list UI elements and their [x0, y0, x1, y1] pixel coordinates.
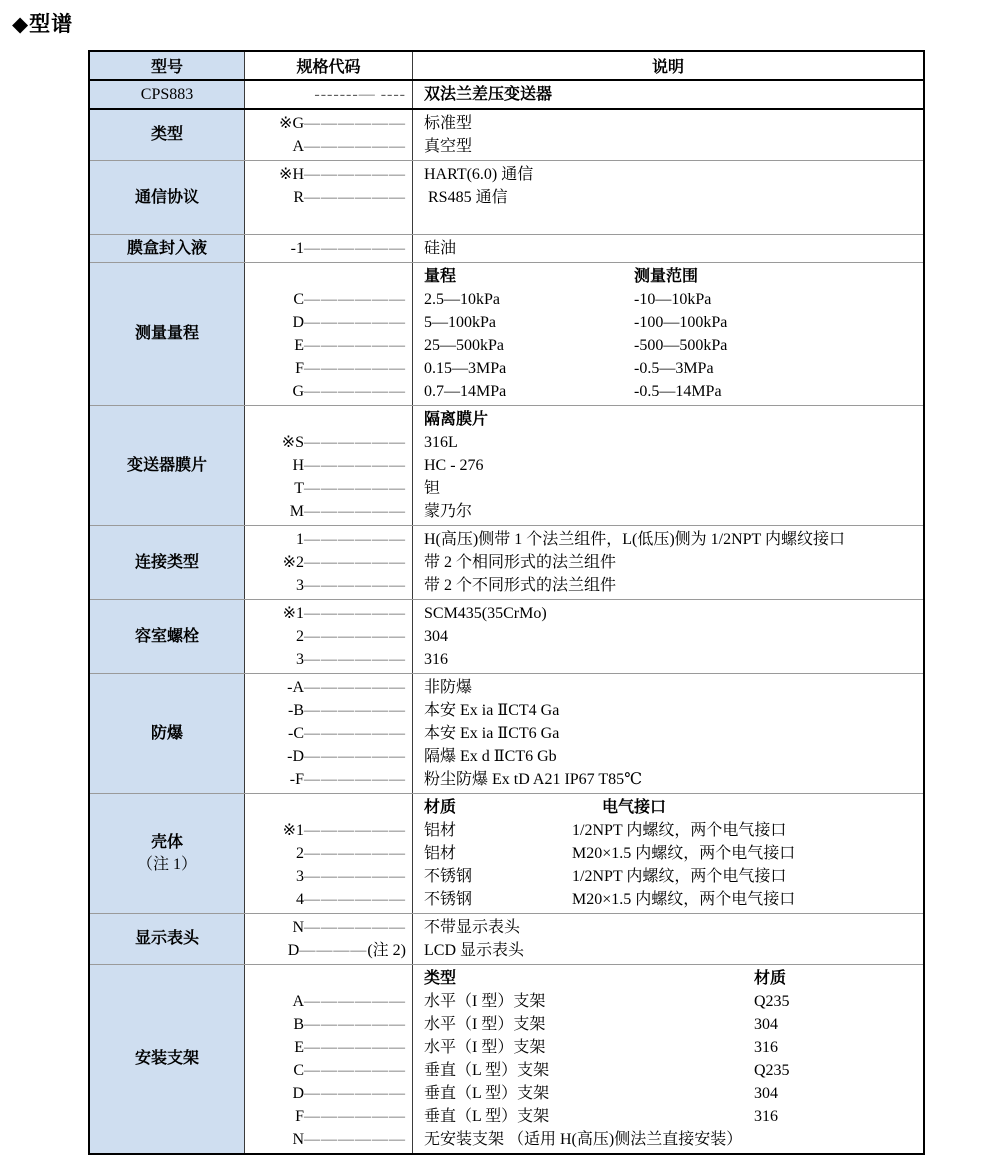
spec-code-cell — [245, 406, 413, 525]
row-label-text: （注 1） — [136, 855, 197, 873]
code-letter: ※1 — [282, 605, 304, 622]
spec-code-cell — [245, 110, 413, 160]
description-line — [424, 722, 919, 745]
description-line — [424, 842, 919, 865]
spec-code-cell — [245, 526, 413, 599]
description-subcolumn-text: 1/2NPT 内螺纹，两个电气接口 — [572, 868, 787, 885]
code-letter: ※H — [279, 166, 304, 183]
description-text: 2.5—10kPa — [424, 291, 500, 308]
spec-code-line — [245, 265, 406, 288]
code-dashes: —————— — [304, 1062, 406, 1079]
spec-code-cell — [245, 81, 413, 108]
spec-code-line — [245, 1013, 406, 1036]
spec-code-line — [245, 574, 406, 597]
description-line — [424, 357, 919, 380]
description-text: 双法兰差压变送器 — [424, 86, 553, 103]
description-text: 钽 — [424, 480, 441, 497]
description-text: H(高压)侧带 1 个法兰组件，L(低压)侧为 1/2NPT 内螺纹接口 — [424, 531, 846, 548]
description-line — [424, 1036, 919, 1059]
spec-code-line — [245, 768, 406, 791]
description-text: 不锈钢 — [424, 891, 473, 908]
spec-code-cell — [245, 674, 413, 793]
spec-code-line — [245, 209, 406, 232]
spec-code-cell — [245, 161, 413, 234]
spec-code-line — [245, 648, 406, 671]
description-text: 0.7—14MPa — [424, 383, 507, 400]
spec-code-cell — [245, 794, 413, 913]
description-text: 水平（I 型）支架 — [424, 1039, 546, 1056]
description-subcolumn-text: -0.5—3MPa — [634, 360, 714, 377]
description-text: 本安 Ex ia ⅡCT6 Ga — [424, 725, 560, 742]
code-letter: D — [287, 942, 300, 959]
row-label-text: CPS883 — [140, 85, 194, 103]
row-label-chamber-bolt — [90, 600, 245, 673]
description-subcolumn-text: 1/2NPT 内螺纹，两个电气接口 — [572, 822, 787, 839]
code-letter: -C — [288, 725, 304, 742]
code-dashes: —————— — [304, 868, 406, 885]
col-header-description: 说明 — [651, 59, 684, 76]
description-line — [424, 745, 919, 768]
code-dashes: —————— — [304, 360, 406, 377]
description-text: 材质 — [424, 799, 457, 816]
section-housing — [90, 793, 923, 913]
description-subcolumn-text: -10—10kPa — [634, 291, 712, 308]
code-letter: 1 — [296, 531, 304, 548]
spec-code-line — [245, 551, 406, 574]
row-label-mounting-bracket — [90, 965, 245, 1153]
table-body — [90, 81, 923, 1153]
description-subcolumn-text: 304 — [754, 1016, 778, 1033]
description-line — [424, 288, 919, 311]
row-label-text: 膜盒封入液 — [126, 239, 207, 257]
description-line — [424, 888, 919, 911]
code-dashes: —————— — [304, 1085, 406, 1102]
description-text: 垂直（L 型）支架 — [424, 1108, 550, 1125]
code-dashes: —————— — [304, 554, 406, 571]
spec-code-line — [245, 722, 406, 745]
description-subcolumn-text: Q235 — [754, 1062, 790, 1079]
spec-code-cell — [245, 600, 413, 673]
code-dashes: —————— — [304, 725, 406, 742]
spec-code-line — [245, 1105, 406, 1128]
spec-code-line — [245, 1082, 406, 1105]
description-text: 类型 — [424, 970, 457, 987]
description-text: 粉尘防爆 Ex tD A21 IP67 T85℃ — [424, 771, 643, 788]
spec-code-line — [245, 1128, 406, 1151]
code-letter: -D — [287, 748, 304, 765]
description-subcolumn-text: Q235 — [754, 993, 790, 1010]
description-line — [424, 1059, 919, 1082]
code-dashes: —————— — [304, 748, 406, 765]
description-text: 量程 — [424, 268, 457, 285]
spec-code-line — [245, 865, 406, 888]
spec-code-line — [245, 888, 406, 911]
spec-code-cell — [245, 965, 413, 1153]
description-line — [424, 819, 919, 842]
code-dashes: —————— — [304, 138, 406, 155]
code-dashes: —————— — [304, 457, 406, 474]
description-line — [424, 500, 919, 523]
table-header-row — [90, 52, 923, 81]
spec-code-line — [245, 288, 406, 311]
description-text: 本安 Ex ia ⅡCT4 Ga — [424, 702, 560, 719]
description-subcolumn-text: 测量范围 — [634, 268, 699, 285]
section-communication-protocol — [90, 160, 923, 234]
section-type — [90, 110, 923, 160]
description-text: LCD 显示表头 — [424, 942, 525, 959]
description-cell — [413, 235, 923, 262]
description-line — [424, 1105, 919, 1128]
code-dashes: —————— — [304, 240, 406, 257]
description-text: 标准型 — [424, 115, 473, 132]
row-label-text: 变送器膜片 — [126, 456, 207, 474]
code-letter: 2 — [296, 628, 304, 645]
code-dashes: —————— — [304, 822, 406, 839]
row-label-capsule-fill-fluid — [90, 235, 245, 262]
code-letter: F — [295, 360, 304, 377]
code-dashes: —————— — [304, 577, 406, 594]
row-label-explosion-proof — [90, 674, 245, 793]
section-capsule-fill-fluid — [90, 234, 923, 262]
spec-code-line — [245, 334, 406, 357]
description-line — [424, 676, 919, 699]
description-text: HART(6.0) 通信 — [424, 166, 534, 183]
code-letter: 2 — [296, 845, 304, 862]
row-label-text: 防爆 — [150, 724, 183, 742]
code-dashes: —————— — [304, 605, 406, 622]
description-text: 316 — [424, 651, 448, 668]
description-subcolumn-text: -500—500kPa — [634, 337, 728, 354]
description-line — [424, 967, 919, 990]
row-label-measuring-range — [90, 263, 245, 405]
description-subcolumn-text: 材质 — [754, 970, 787, 987]
code-dashes: —————— — [304, 891, 406, 908]
col-header-model: 型号 — [90, 52, 245, 79]
row-label-text: 测量量程 — [134, 325, 199, 342]
spec-code-line — [245, 135, 406, 158]
code-letter: ※S — [281, 434, 304, 451]
description-line — [424, 796, 919, 819]
spec-code-line — [245, 311, 406, 334]
row-label-connection-type — [90, 526, 245, 599]
row-label-model — [90, 81, 245, 108]
code-letter: -A — [287, 679, 304, 696]
description-cell — [413, 674, 923, 793]
code-letter: 3 — [296, 577, 304, 594]
section-explosion-proof — [90, 673, 923, 793]
spec-code-line — [245, 842, 406, 865]
description-cell — [413, 914, 923, 964]
code-letter: M — [289, 503, 304, 520]
description-line — [424, 990, 919, 1013]
code-letter: 3 — [296, 868, 304, 885]
code-letter: -B — [288, 702, 304, 719]
description-line — [424, 625, 919, 648]
description-text: 带 2 个不同形式的法兰组件 — [424, 577, 617, 594]
spec-code-line — [245, 939, 406, 962]
description-line — [424, 1013, 919, 1036]
code-dashes: —————— — [304, 1108, 406, 1125]
description-subcolumn-text: -0.5—14MPa — [634, 383, 722, 400]
code-dashes: —————— — [304, 189, 406, 206]
description-text: 316L — [424, 434, 458, 451]
row-label-text: 容室螺栓 — [134, 627, 199, 645]
description-line — [424, 551, 919, 574]
code-dashes: —————— — [304, 291, 406, 308]
description-line — [424, 380, 919, 403]
description-text: 304 — [424, 628, 448, 645]
description-subcolumn-text: 304 — [754, 1085, 778, 1102]
row-label-transmitter-diaphragm — [90, 406, 245, 525]
description-line — [424, 477, 919, 500]
description-line — [424, 528, 919, 551]
code-letter: T — [294, 480, 304, 497]
spec-code-line — [245, 163, 406, 186]
description-subcolumn-text: 316 — [754, 1108, 778, 1125]
spec-code-line — [245, 380, 406, 403]
code-letter: H — [292, 457, 304, 474]
description-line — [424, 602, 919, 625]
code-dashes: —————— — [304, 1016, 406, 1033]
spec-code-line — [245, 602, 406, 625]
spec-code-line — [245, 186, 406, 209]
spec-code-line — [245, 112, 406, 135]
description-subcolumn-text: 316 — [754, 1039, 778, 1056]
code-dashes: —————— — [304, 628, 406, 645]
description-cell — [413, 965, 923, 1153]
description-text: 垂直（L 型）支架 — [424, 1085, 550, 1102]
spec-code-line — [245, 745, 406, 768]
description-text: 0.15—3MPa — [424, 360, 507, 377]
spec-code-line — [245, 699, 406, 722]
code-dashes: —————— — [304, 702, 406, 719]
section-measuring-range — [90, 262, 923, 405]
row-label-display-head — [90, 914, 245, 964]
code-dashes: —————— — [304, 480, 406, 497]
spec-code-line — [245, 454, 406, 477]
code-letter: E — [294, 1039, 304, 1056]
description-text: 带 2 个相同形式的法兰组件 — [424, 554, 617, 571]
description-text: 5—100kPa — [424, 314, 496, 331]
code-dashes: —————— — [304, 434, 406, 451]
code-dashes: —————— — [304, 1039, 406, 1056]
description-line — [424, 163, 919, 186]
row-label-text: 类型 — [150, 126, 183, 143]
description-cell — [413, 110, 923, 160]
code-letter: E — [294, 337, 304, 354]
section-mounting-bracket — [90, 964, 923, 1153]
description-subcolumn-text: M20×1.5 内螺纹，两个电气接口 — [572, 891, 796, 908]
code-letter: ※G — [279, 115, 304, 132]
description-text: 无安装支架 （适用 H(高压)侧法兰直接安装） — [424, 1131, 743, 1148]
spec-code-line — [245, 796, 406, 819]
code-dashes: —————— — [304, 503, 406, 520]
code-dashes: —————— — [304, 993, 406, 1010]
description-subcolumn-text: M20×1.5 内螺纹，两个电气接口 — [572, 845, 796, 862]
code-letter: ※2 — [282, 554, 304, 571]
description-text: 铝材 — [424, 845, 457, 862]
description-text: 隔爆 Ex d ⅡCT6 Gb — [424, 748, 557, 765]
description-text: 25—500kPa — [424, 337, 504, 354]
description-text: 不带显示表头 — [424, 919, 521, 936]
spec-code-line — [245, 625, 406, 648]
code-dashes: —————— — [304, 383, 406, 400]
code-dashes: —————— — [304, 337, 406, 354]
code-letter: D — [292, 314, 304, 331]
section-display-head — [90, 913, 923, 964]
description-cell — [413, 526, 923, 599]
code-letter: A — [292, 138, 304, 155]
code-letter: N — [292, 919, 304, 936]
spec-code-line — [245, 83, 406, 106]
row-label-text: 显示表头 — [134, 930, 199, 947]
code-letter: F — [295, 1108, 304, 1125]
description-line — [424, 699, 919, 722]
description-line — [424, 334, 919, 357]
description-text: 非防爆 — [424, 679, 473, 696]
description-cell — [413, 81, 923, 108]
description-cell — [413, 161, 923, 234]
section-connection-type — [90, 525, 923, 599]
code-letter: 4 — [296, 891, 304, 908]
description-text: 隔离膜片 — [424, 411, 489, 428]
description-line — [424, 648, 919, 671]
row-label-text: 通信协议 — [134, 188, 199, 206]
code-letter: R — [293, 189, 304, 206]
spec-code-line — [245, 408, 406, 431]
code-letter: D — [292, 1085, 304, 1102]
description-line — [424, 83, 919, 106]
description-line — [424, 454, 919, 477]
row-label-text: 连接类型 — [134, 553, 199, 571]
description-text: 水平（I 型）支架 — [424, 993, 546, 1010]
description-text: 蒙乃尔 — [424, 503, 473, 520]
description-line — [424, 916, 919, 939]
code-letter: N — [292, 1131, 304, 1148]
code-dashes: —————— — [304, 771, 406, 788]
row-label-text: 壳体 — [150, 833, 183, 851]
description-subcolumn-text: 电气接口 — [602, 799, 667, 816]
spec-code-line — [245, 916, 406, 939]
description-subcolumn-text: -100—100kPa — [634, 314, 728, 331]
code-letter: G — [292, 383, 304, 400]
code-dashes: —————— — [304, 651, 406, 668]
description-text: HC - 276 — [424, 457, 484, 474]
description-line — [424, 186, 919, 209]
description-line — [424, 135, 919, 158]
row-label-housing — [90, 794, 245, 913]
spec-code-line — [245, 1036, 406, 1059]
code-dashes: —————— — [304, 679, 406, 696]
code-dashes: —————— — [304, 919, 406, 936]
description-text: 真空型 — [424, 138, 473, 155]
description-line — [424, 431, 919, 454]
description-line — [424, 939, 919, 962]
spec-code-line — [245, 357, 406, 380]
description-cell — [413, 600, 923, 673]
code-letter: 3 — [296, 651, 304, 668]
spec-code-cell — [245, 235, 413, 262]
code-dashes: —————— — [304, 166, 406, 183]
code-note: (注 2) — [367, 942, 406, 959]
section-title: ◆型谱 — [12, 13, 74, 36]
code-letter: -1 — [290, 240, 304, 257]
description-cell — [413, 794, 923, 913]
spec-code-line — [245, 431, 406, 454]
description-text: 硅油 — [424, 240, 457, 257]
spec-code-line — [245, 528, 406, 551]
description-text: 水平（I 型）支架 — [424, 1016, 546, 1033]
code-dashes: —————— — [304, 531, 406, 548]
code-letter: C — [293, 291, 304, 308]
code-dashes: -------— ---- — [314, 86, 406, 103]
description-line — [424, 265, 919, 288]
code-letter: ※1 — [282, 822, 304, 839]
description-line — [424, 1082, 919, 1105]
description-line — [424, 768, 919, 791]
spec-code-line — [245, 1059, 406, 1082]
spec-code-line — [245, 967, 406, 990]
description-line — [424, 574, 919, 597]
description-cell — [413, 263, 923, 405]
code-dashes: —————— — [304, 845, 406, 862]
description-line — [424, 311, 919, 334]
spec-code-line — [245, 237, 406, 260]
code-letter: A — [292, 993, 304, 1010]
row-label-communication-protocol — [90, 161, 245, 234]
model-spec-table — [88, 50, 925, 1155]
description-line — [424, 865, 919, 888]
section-model — [90, 81, 923, 110]
description-text: SCM435(35CrMo) — [424, 605, 547, 622]
code-letter: C — [293, 1062, 304, 1079]
col-header-spec-code: 规格代码 — [245, 52, 413, 79]
spec-code-cell — [245, 914, 413, 964]
description-line — [424, 112, 919, 135]
description-text: 垂直（L 型）支架 — [424, 1062, 550, 1079]
spec-code-line — [245, 477, 406, 500]
description-line — [424, 408, 919, 431]
spec-code-cell — [245, 263, 413, 405]
description-cell — [413, 406, 923, 525]
spec-code-line — [245, 500, 406, 523]
section-transmitter-diaphragm — [90, 405, 923, 525]
description-text: 不锈钢 — [424, 868, 473, 885]
spec-code-line — [245, 990, 406, 1013]
description-text: 铝材 — [424, 822, 457, 839]
description-line — [424, 1128, 919, 1151]
code-letter: B — [293, 1016, 304, 1033]
spec-code-line — [245, 819, 406, 842]
spec-code-line — [245, 676, 406, 699]
row-label-type — [90, 110, 245, 160]
description-text: RS485 通信 — [424, 189, 508, 206]
code-dashes: —————— — [304, 314, 406, 331]
code-letter: -F — [289, 771, 304, 788]
code-dashes: ———— — [299, 942, 368, 959]
description-line — [424, 209, 919, 232]
row-label-text: 安装支架 — [134, 1050, 199, 1067]
code-dashes: —————— — [304, 1131, 406, 1148]
section-chamber-bolt — [90, 599, 923, 673]
code-dashes: —————— — [304, 115, 406, 132]
description-line — [424, 237, 919, 260]
